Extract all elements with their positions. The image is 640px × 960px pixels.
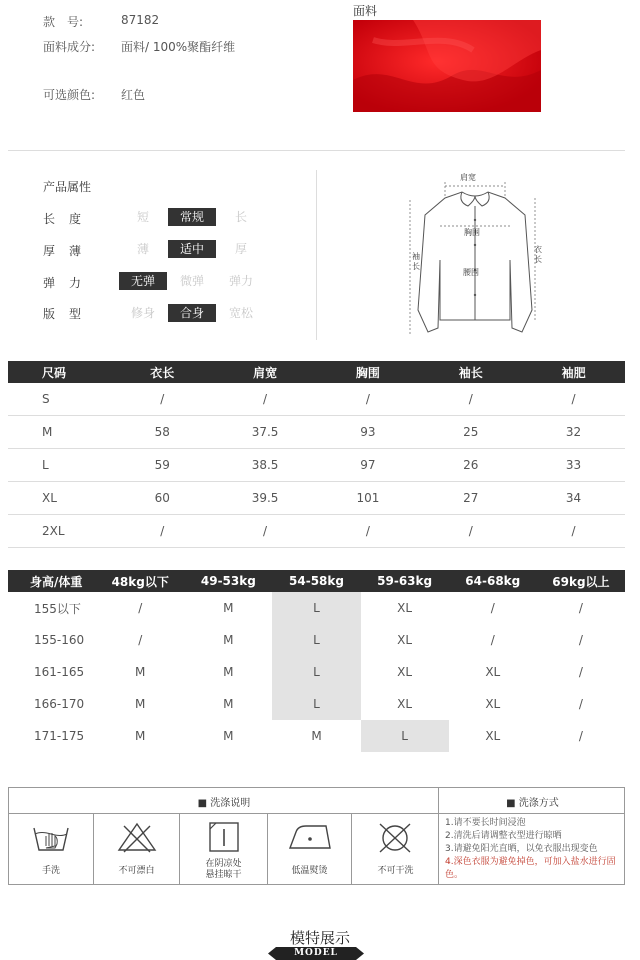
table-cell: XL (485, 665, 501, 679)
table-cell: 60 (111, 482, 214, 515)
table-cell: M (223, 697, 234, 711)
table-cell: / (578, 697, 583, 711)
model-subtitle: MODEL (294, 948, 338, 958)
table-cell: / (214, 383, 317, 416)
table-cell: XL (397, 697, 413, 711)
table-cell: 34 (522, 482, 625, 515)
header-cell: 衣长 (111, 361, 214, 383)
fabric-label: 面料成分: (43, 40, 96, 54)
table-cell: / (111, 515, 214, 548)
attr-label-elasticity: 弹力 (43, 276, 96, 290)
table-cell: XL (485, 697, 501, 711)
table-cell: 32 (522, 416, 625, 449)
care-caption: 在阴凉处 悬挂晾干 (205, 859, 242, 880)
table-cell: / (490, 633, 495, 647)
attr-option: 宽松 (228, 306, 253, 320)
table-cell: 93 (316, 416, 419, 449)
attr-label-thickness: 厚薄 (43, 244, 96, 258)
header-cell: 肩宽 (214, 361, 317, 383)
care-box (8, 787, 625, 885)
low-iron-icon (286, 822, 334, 852)
header-cell: 59-63kg (361, 570, 449, 592)
line-dry-shade-icon (207, 820, 241, 854)
diagram-length-label: 衣长 (534, 245, 542, 264)
table-cell: XL (8, 482, 111, 515)
table-cell: M (223, 633, 234, 647)
header-cell: 64-68kg (449, 570, 537, 592)
table-cell: / (214, 515, 317, 548)
care-caption: 低温熨烫 (291, 866, 328, 876)
header-cell: 胸围 (316, 361, 419, 383)
attr-option: 修身 (130, 306, 155, 320)
table-cell: / (419, 383, 522, 416)
table-cell: L (272, 624, 360, 656)
diagram-shoulder-label: 肩宽 (460, 173, 476, 182)
table-cell: / (522, 383, 625, 416)
size-table (8, 361, 625, 548)
table-row (8, 449, 625, 482)
attr-option: 弹力 (228, 274, 253, 288)
table-cell: L (272, 656, 360, 688)
table-cell: XL (397, 601, 413, 615)
table-cell: / (138, 633, 143, 647)
wash-note: 2.清洗后请调整衣型进行晾晒 (445, 831, 562, 841)
attr-option: 厚 (234, 242, 247, 256)
fabric-swatch (353, 20, 541, 112)
table-row (8, 688, 625, 720)
table-row (8, 656, 625, 688)
garment-diagram (400, 170, 560, 340)
table-cell: 155-160 (34, 633, 85, 647)
table-row (8, 592, 625, 624)
table-cell: / (316, 383, 419, 416)
table-cell: / (490, 601, 495, 615)
table-cell: 155以下 (34, 601, 81, 616)
table-cell: 101 (316, 482, 419, 515)
header-cell: 袖肥 (522, 361, 625, 383)
header-cell: 袖长 (419, 361, 522, 383)
table-cell: L (8, 449, 111, 482)
attr-option-selected: 无弹 (119, 272, 167, 290)
diagram-chest-label: 胸围 (464, 228, 480, 237)
table-cell: 171-175 (34, 729, 85, 743)
care-method-title: ■ 洗涤方式 (506, 798, 559, 809)
care-caption: 不可漂白 (118, 866, 155, 876)
table-cell: / (138, 601, 143, 615)
attr-label-length: 长度 (43, 212, 96, 226)
header-cell: 尺码 (8, 361, 111, 383)
table-cell: L (272, 688, 360, 720)
attr-option-selected: 合身 (168, 304, 216, 322)
wash-note: 3.请避免阳光直晒，以免衣服出现变色 (445, 844, 598, 854)
attr-option: 短 (136, 210, 149, 224)
table-cell: 58 (111, 416, 214, 449)
table-cell: 27 (419, 482, 522, 515)
attr-option: 薄 (136, 242, 149, 256)
table-cell: / (578, 601, 583, 615)
table-cell: / (419, 515, 522, 548)
table-row (8, 624, 625, 656)
table-cell: 33 (522, 449, 625, 482)
table-cell: 161-165 (34, 665, 85, 679)
style-number-value: 87182 (121, 13, 160, 27)
table-cell: / (578, 665, 583, 679)
care-instructions-title: ■ 洗涤说明 (197, 798, 251, 809)
table-cell: / (578, 633, 583, 647)
table-row (8, 482, 625, 515)
table-cell: 26 (419, 449, 522, 482)
model-section-title: 模特展示 (289, 929, 350, 947)
table-cell: M (135, 665, 146, 679)
attr-option: 微弹 (179, 274, 204, 288)
vertical-divider (316, 170, 317, 340)
table-cell: M (223, 729, 234, 743)
wash-notes (445, 817, 623, 882)
header-cell: 身高/体重 (8, 570, 96, 592)
table-cell: L (361, 720, 449, 752)
table-cell: XL (485, 729, 501, 743)
table-row (8, 383, 625, 416)
header-cell: 69kg以上 (537, 570, 625, 592)
no-bleach-icon (116, 820, 158, 854)
table-cell: 59 (111, 449, 214, 482)
care-item (351, 814, 439, 885)
care-item (9, 814, 93, 885)
table-cell: / (111, 383, 214, 416)
diagram-waist-label: 腰围 (463, 268, 479, 277)
table-cell: M (135, 697, 146, 711)
table-row (8, 515, 625, 548)
table-cell: 25 (419, 416, 522, 449)
no-dry-clean-icon (376, 820, 414, 856)
header-cell: 54-58kg (272, 570, 360, 592)
attributes-title: 产品属性 (43, 180, 92, 194)
table-cell: 97 (316, 449, 419, 482)
table-cell: 38.5 (214, 449, 317, 482)
style-number-label: 款 号: (43, 15, 84, 29)
table-cell: S (8, 383, 111, 416)
wash-note-highlight: 4.深色衣服为避免掉色，可加入盐水进行固色。 (445, 857, 616, 880)
color-value: 红色 (121, 88, 146, 102)
swatch-label: 面料 (353, 4, 378, 18)
table-cell: L (272, 592, 360, 624)
size-table-header (8, 361, 625, 383)
table-cell: M (8, 416, 111, 449)
table-cell: M (223, 601, 234, 615)
care-item (179, 814, 267, 885)
diagram-sleeve-label: 袖长 (412, 252, 420, 271)
table-row (8, 416, 625, 449)
care-caption: 不可干洗 (377, 866, 414, 876)
header-cell: 48kg以下 (96, 570, 184, 592)
attr-option-selected: 适中 (168, 240, 216, 258)
table-cell: / (578, 729, 583, 743)
attr-option: 长 (234, 210, 247, 224)
care-caption: 手洗 (41, 866, 60, 876)
table-cell: 39.5 (214, 482, 317, 515)
table-cell: M (135, 729, 146, 743)
wash-note: 1.请不要长时间浸泡 (445, 818, 526, 828)
fit-table (8, 570, 625, 752)
table-cell: / (316, 515, 419, 548)
table-cell: XL (397, 633, 413, 647)
care-item (267, 814, 351, 885)
table-row (8, 720, 625, 752)
table-cell: 2XL (8, 515, 111, 548)
table-cell: XL (397, 665, 413, 679)
table-cell: M (311, 729, 322, 743)
model-banner (268, 947, 364, 960)
header-cell: 49-53kg (184, 570, 272, 592)
attr-label-fit: 版型 (43, 307, 96, 321)
table-cell: M (223, 665, 234, 679)
hand-wash-icon (31, 822, 71, 854)
fit-table-header (8, 570, 625, 592)
attr-option-selected: 常规 (168, 208, 216, 226)
care-item (93, 814, 179, 885)
table-cell: / (522, 515, 625, 548)
table-cell: 37.5 (214, 416, 317, 449)
fabric-value: 面料/ 100%聚酯纤维 (121, 40, 236, 54)
table-cell: 166-170 (34, 697, 85, 711)
color-label: 可选颜色: (43, 88, 96, 102)
